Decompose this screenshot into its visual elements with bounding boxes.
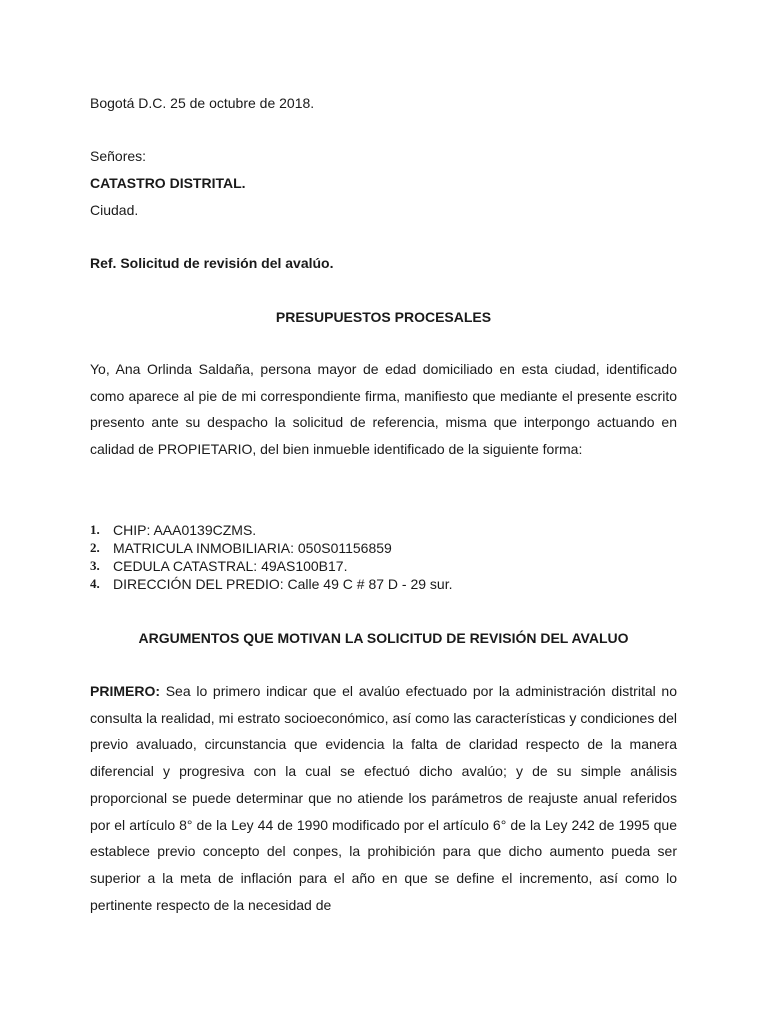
list-item <box>90 557 677 575</box>
list-text: CEDULA CATASTRAL: 49AS100B17. <box>113 558 348 574</box>
section-title-argumentos: ARGUMENTOS QUE MOTIVAN LA SOLICITUD DE REVISIÓN DEL AVALUO <box>138 630 629 646</box>
list-item <box>90 521 677 539</box>
list-number: 3. <box>90 558 100 573</box>
primero-text: Sea lo primero indicar que el avalúo efectuado por la administración distrital no consulta la realidad, mi estrato socioeconómico, así como las características y condiciones del previo avaluado, circunstancia que evidencia la falta de claridad respecto de la manera diferencial y progresiva con la cual se efectuó dicho avalúo; y de su simple análisis proporcional se puede determinar que no atiende los parámetros de reajuste anual referidos por el artículo 8° de la Ley 44 de 1990 modificado por el artículo 6° de la Ley 242 de 1995 que establece previo concepto del conpes, la prohibición para que dicho aumento pueda ser superior a la meta de inflación para el año en que se define el incremento, así como lo pertinente respecto de la necesidad de <box>90 683 678 913</box>
list-number: 4. <box>90 576 100 591</box>
primero-lead: PRIMERO: <box>90 683 160 699</box>
section-title-presupuestos: PRESUPUESTOS PROCESALES <box>275 309 492 325</box>
date-line: Bogotá D.C. 25 de octubre de 2018. <box>90 95 315 111</box>
list-item <box>90 575 677 593</box>
list-text: DIRECCIÓN DEL PREDIO: Calle 49 C # 87 D - 29 sur. <box>113 576 453 592</box>
list-text: MATRICULA INMOBILIARIA: 050S01156859 <box>113 540 392 556</box>
salutation: Señores: <box>90 148 147 164</box>
list-number: 1. <box>90 522 100 537</box>
list-item <box>90 539 677 557</box>
intro-paragraph: Yo, Ana Orlinda Saldaña, persona mayor de edad domiciliado en esta ciudad, identificado como aparece al pie de mi correspondiente firma, manifiesto que mediante el presente escrito presento ante su despacho la solicitud de referencia, misma que interpongo actuando en calidad de PROPIETARIO, del bien inmueble identificado de la siguiente forma: <box>90 361 677 458</box>
list-number: 2. <box>90 540 100 555</box>
city-line: Ciudad. <box>90 202 139 218</box>
list-text: CHIP: AAA0139CZMS. <box>113 522 257 538</box>
property-list <box>90 521 677 593</box>
reference-line: Ref. Solicitud de revisión del avalúo. <box>90 255 334 271</box>
recipient: CATASTRO DISTRITAL. <box>90 175 246 191</box>
primero-paragraph <box>90 678 677 918</box>
